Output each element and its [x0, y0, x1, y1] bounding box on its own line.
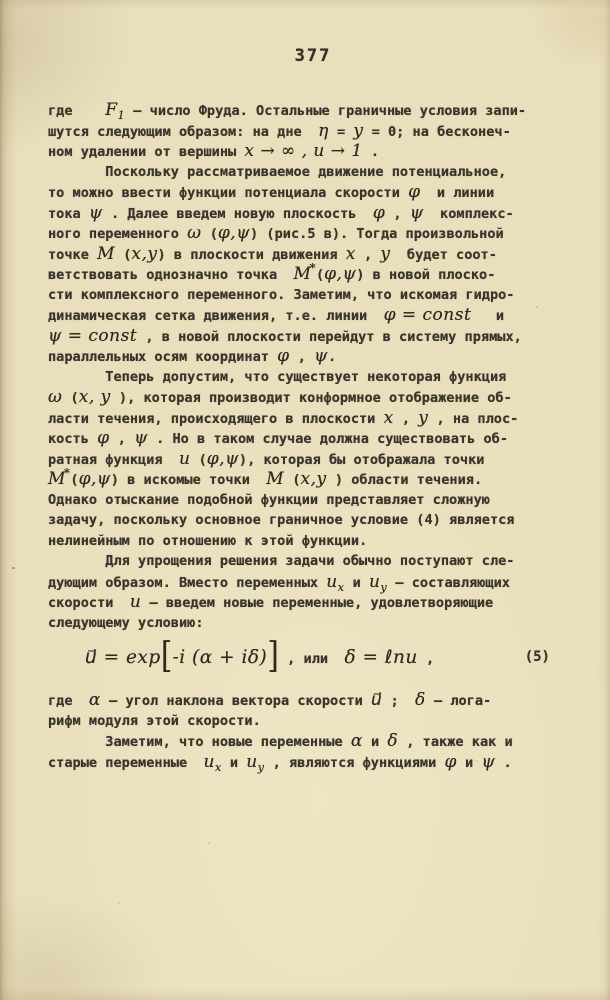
text-line — [48, 428, 563, 449]
typed-text: будет соот- — [390, 246, 497, 263]
equation-5-row — [48, 634, 550, 680]
text-line — [48, 285, 563, 306]
math-symbol: u⃗ — [370, 690, 383, 710]
typed-text: ) области течения. — [326, 472, 483, 488]
text-line — [48, 551, 563, 572]
math-symbol: y — [380, 243, 391, 264]
typed-text: , — [289, 349, 315, 365]
typed-text: рифм модуля этой скорости. — [48, 712, 261, 729]
typed-text: ном удалении от вершины — [48, 144, 245, 160]
scan-speck — [476, 760, 478, 762]
typed-text: дующим образом. Вместо переменных — [48, 574, 327, 591]
text-line — [48, 752, 563, 773]
typed-text: ратная функция — [48, 451, 179, 468]
typed-text: ( — [284, 472, 301, 488]
typed-text: ) в плоскости движения — [157, 246, 346, 263]
typed-text: и — [344, 574, 369, 591]
typed-text: следующему условию: — [48, 614, 204, 631]
page-number: 377 — [294, 46, 332, 66]
math-symbol: φ = const — [383, 305, 472, 325]
typed-text: ( — [115, 246, 132, 263]
typed-text: и — [362, 734, 388, 750]
math-symbol: M — [48, 469, 66, 489]
typed-text: где — [48, 103, 106, 119]
typed-text: тока — [48, 205, 89, 222]
math-symbol: x, y — [78, 387, 111, 407]
math-symbol: * — [309, 261, 316, 275]
paragraph-block-bottom — [48, 690, 563, 772]
typed-text: Поскольку рассматриваемое движение потенциальное, — [48, 163, 507, 180]
scan-speck — [536, 306, 538, 308]
text-line — [48, 613, 563, 634]
typed-text: . — [327, 349, 337, 365]
typed-text: комплекс- — [423, 205, 514, 222]
text-line — [48, 326, 563, 347]
typed-text: ), которая бы отображала точки — [238, 451, 485, 468]
typed-text: кость — [48, 431, 98, 447]
math-symbol: φ,ψ — [217, 223, 251, 243]
math-symbol: M — [97, 243, 116, 264]
typed-text: параллельных осям координат — [48, 349, 278, 365]
math-symbol: x — [383, 407, 394, 428]
math-symbol: ψ = const — [48, 325, 138, 346]
typed-text: динамическая сетка движения, т.е. линии — [48, 308, 384, 324]
typed-text: где — [48, 693, 89, 709]
text-line — [48, 162, 563, 183]
text-line — [48, 387, 563, 408]
text-line — [48, 449, 563, 470]
scan-speck — [208, 842, 210, 844]
math-symbol: φ,ψ — [206, 448, 239, 469]
text-line — [48, 572, 563, 593]
text-line — [48, 261, 563, 285]
typed-text: – угол наклона вектора скорости — [100, 693, 371, 709]
typed-text: ласти течения, происходящего в плоскости — [48, 410, 384, 427]
math-symbol: y — [380, 580, 388, 594]
math-symbol: δ = ℓnu — [344, 646, 418, 668]
typed-text: точке — [48, 246, 98, 263]
math-symbol: α — [88, 690, 101, 710]
math-symbol: ω — [187, 223, 202, 243]
math-symbol: φ,ψ — [78, 469, 111, 489]
typed-text: ( — [315, 267, 325, 283]
typed-text: Теперь допустим, что существует некоторая функция — [48, 368, 507, 385]
typed-text: , в новой плоскости перейдут в систему прямых, — [137, 328, 522, 345]
text-line — [48, 346, 563, 367]
typed-text: ( — [201, 226, 218, 242]
typed-text: ), которая производит конформное отображение об- — [110, 390, 512, 406]
math-symbol: ψ — [88, 202, 103, 223]
math-symbol: φ,ψ — [324, 264, 357, 284]
typed-text: Однако отыскание подобной функции представляет сложную — [48, 491, 490, 508]
text-line — [48, 690, 563, 711]
typed-text: , на плос- — [428, 410, 519, 427]
typed-text: . — [362, 144, 380, 160]
text-line — [48, 100, 563, 121]
typed-text: . — [495, 754, 512, 771]
math-symbol: x,y — [300, 469, 327, 489]
typed-text: ) в искомые точки — [110, 472, 267, 488]
text-line — [48, 223, 563, 244]
math-symbol: u — [369, 571, 381, 592]
text-line — [48, 510, 563, 531]
math-symbol: F — [105, 100, 118, 120]
math-symbol: ψ — [481, 751, 496, 772]
typed-text: сти комплексного переменного. Заметим, что искомая гидро- — [48, 286, 515, 303]
typed-text: , являются функциями — [264, 754, 445, 771]
typed-text: , — [417, 650, 435, 667]
math-symbol: u — [326, 571, 338, 592]
scan-speck — [12, 567, 15, 569]
math-symbol: δ — [387, 731, 399, 751]
typed-text: ( — [70, 472, 79, 488]
paragraph-block-top — [48, 100, 563, 633]
math-symbol: α — [350, 731, 363, 751]
typed-text: старые переменные — [48, 754, 204, 771]
math-symbol: u⃗ = exp — [85, 646, 161, 668]
typed-text: шутся следующим образом: на дне — [48, 123, 319, 140]
typed-text: и линии — [420, 185, 495, 201]
text-line — [48, 592, 563, 613]
typed-text: ) в новой плоско- — [356, 267, 496, 283]
typed-text: – число Фруда. Остальные граничные условия запи- — [125, 103, 527, 119]
math-symbol: M — [293, 264, 312, 284]
typed-text: ( — [190, 451, 207, 468]
text-line — [48, 244, 563, 265]
math-symbol: φ — [444, 751, 457, 772]
math-symbol: * — [63, 466, 71, 480]
text-line — [48, 466, 563, 490]
equation-5: u⃗ = exp[-i (α + iδ)] , или δ = ℓnu , — [85, 635, 435, 677]
typed-text: . Но в таком случае должна существовать об- — [147, 431, 509, 447]
text-line — [48, 490, 563, 511]
math-symbol: ω — [48, 387, 63, 407]
typed-text: скорости — [48, 595, 130, 611]
typed-text: , — [109, 431, 135, 447]
text-line — [48, 141, 563, 162]
text-line — [48, 531, 563, 552]
math-symbol: M — [266, 469, 285, 489]
math-symbol: φ — [277, 346, 290, 366]
typed-text: . Далее введем новую плоскость — [102, 205, 373, 222]
text-line — [48, 731, 563, 752]
math-symbol: -i (α + iδ) — [172, 646, 268, 668]
typed-text: ) (рис.5 в). Тогда произвольной — [250, 226, 504, 242]
typed-text: , — [385, 205, 410, 222]
math-symbol: η — [318, 120, 329, 141]
text-line — [48, 182, 563, 203]
text-line — [48, 203, 563, 224]
math-symbol: x — [345, 243, 356, 264]
typed-text: ; — [382, 693, 416, 709]
equation-number: (5) — [524, 649, 550, 665]
math-symbol: δ — [415, 690, 426, 710]
text-line — [48, 408, 563, 429]
typed-text: , — [393, 410, 419, 427]
typed-text: – введем новые переменные, удовлетворяющие — [141, 595, 494, 611]
math-symbol: φ — [97, 428, 110, 448]
math-symbol: ψ — [134, 428, 148, 448]
math-symbol: u — [246, 751, 258, 772]
typed-text: = — [328, 123, 354, 140]
typed-text: ветствовать однозначно точка — [48, 267, 294, 283]
typed-text: – лога- — [425, 693, 492, 709]
math-symbol: 1 — [117, 109, 126, 122]
math-symbol: u — [178, 448, 191, 469]
typed-text: – составляющих — [387, 574, 510, 591]
typed-text: то можно ввести функции потенциала скорости — [48, 185, 409, 201]
math-symbol: x — [337, 580, 345, 594]
math-symbol: x — [214, 760, 222, 774]
math-symbol: y — [353, 120, 364, 141]
math-symbol: y — [418, 407, 429, 428]
typed-text: нелинейным по отношению к этой функции. — [48, 532, 368, 549]
typed-text: и — [471, 308, 505, 324]
typed-text: и — [221, 754, 247, 771]
typed-text: , или — [278, 650, 345, 667]
math-symbol: φ — [408, 182, 421, 202]
scan-speck — [118, 902, 120, 904]
math-symbol: u — [129, 592, 142, 612]
text-line — [48, 305, 563, 326]
math-symbol: u — [203, 751, 215, 772]
typed-text: Заметим, что новые переменные — [48, 734, 351, 750]
typed-text: ного переменного — [48, 226, 188, 242]
math-symbol: y — [257, 760, 265, 774]
text-line — [48, 367, 563, 388]
math-symbol: ψ — [314, 346, 328, 366]
typed-text: ( — [62, 390, 79, 406]
math-symbol: x → ∞ , u → 1 — [244, 141, 363, 161]
typed-text: задачу, поскольку основное граничное условие (4) является — [48, 512, 515, 528]
math-symbol: φ — [372, 202, 386, 223]
math-symbol: x,y — [131, 243, 158, 264]
typed-text: = 0; на бесконеч- — [363, 123, 511, 140]
math-symbol: ψ — [409, 202, 424, 223]
typed-text: , также как и — [398, 734, 513, 750]
typed-text: Для упрощения решения задачи обычно поступают сле- — [48, 553, 515, 569]
text-line — [48, 121, 563, 142]
text-line — [48, 711, 563, 732]
typed-text: , — [355, 246, 381, 263]
typed-text: и — [456, 754, 482, 771]
